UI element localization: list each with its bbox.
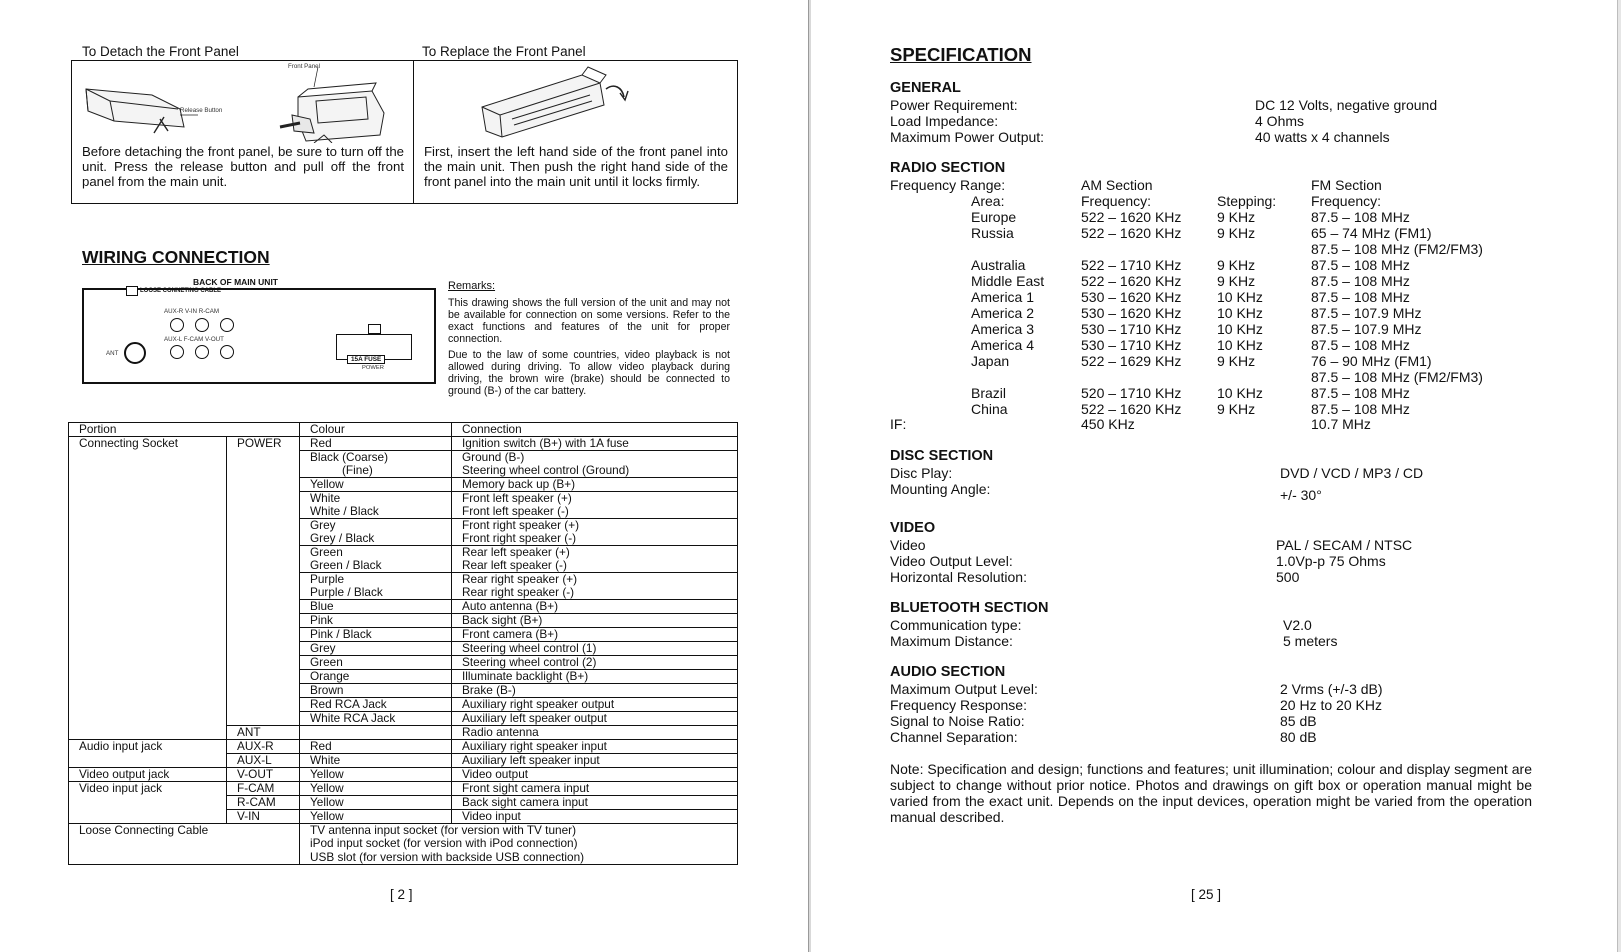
loose-cable-item: TV antenna input socket (for version with TV tuner): [300, 824, 738, 838]
ant-label: ANT: [106, 350, 119, 357]
colour-cell: Brown: [300, 684, 452, 698]
audio-spec-value: 80 dB: [1280, 729, 1317, 745]
radio-stepping-cell: 10 KHz: [1217, 289, 1263, 305]
radio-stepping-cell: 10 KHz: [1217, 385, 1263, 401]
radio-heading: RADIO SECTION: [890, 160, 1006, 176]
header-colour: Colour: [300, 423, 452, 437]
book-spine: [808, 0, 811, 952]
table-header-row: [69, 423, 738, 437]
wiring-table: [68, 422, 738, 865]
radio-am-frequency-cell: 522 – 1710 KHz: [1081, 257, 1182, 273]
connection-cell: Back sight (B+): [452, 614, 738, 628]
radio-am-frequency-cell: 520 – 1710 KHz: [1081, 385, 1182, 401]
table-cell: [227, 478, 300, 492]
radio-area-cell: Australia: [971, 257, 1026, 273]
video-input-row: [69, 782, 738, 796]
table-cell: [69, 810, 227, 824]
table-cell: [227, 670, 300, 684]
radio-am-frequency-cell: 522 – 1629 KHz: [1081, 353, 1182, 369]
front-panel-label: Front Panel: [288, 63, 320, 70]
table-cell: [227, 712, 300, 726]
radio-area-cell: America 3: [971, 321, 1035, 337]
r-cam-jack: [220, 318, 234, 332]
fuse-holder: [368, 324, 381, 334]
audio-row: [69, 754, 738, 768]
table-cell: [227, 559, 300, 573]
connection-cell: Steering wheel control (Ground): [452, 464, 738, 478]
portion-video-input: Video input jack: [69, 782, 227, 796]
portion-connecting-socket: Connecting Socket: [69, 437, 227, 451]
power-row: [69, 573, 738, 587]
connection-cell: Rear left speaker (+): [452, 546, 738, 560]
left-page-number: [ 2 ]: [390, 887, 413, 902]
bluetooth-spec-value: 5 meters: [1283, 633, 1338, 649]
specification-heading: SPECIFICATION: [890, 44, 1032, 65]
header-portion: Portion: [69, 423, 300, 437]
radio-fm-frequency-cell: 87.5 – 108 MHz: [1311, 401, 1410, 417]
radio-area-cell: Russia: [971, 225, 1014, 241]
table-cell: [69, 464, 227, 478]
disc-play-label: Disc Play:: [890, 465, 953, 481]
connection-cell: Front left speaker (+): [452, 492, 738, 506]
radio-fm-frequency-cell: 76 – 90 MHz (FM1): [1311, 353, 1432, 369]
radio-fm-frequency-extra: 87.5 – 108 MHz (FM2/FM3): [1311, 369, 1483, 385]
radio-fm-frequency-cell: 87.5 – 108 MHz: [1311, 289, 1410, 305]
table-cell: [69, 754, 227, 768]
table-cell: [227, 614, 300, 628]
radio-am-frequency-cell: 530 – 1620 KHz: [1081, 305, 1182, 321]
power-row: [69, 698, 738, 712]
table-cell: [227, 656, 300, 670]
radio-stepping-cell: 9 KHz: [1217, 225, 1256, 241]
general-spec-value: DC 12 Volts, negative ground: [1255, 97, 1438, 113]
bluetooth-heading: BLUETOOTH SECTION: [890, 600, 1049, 616]
colour-cell: Red: [300, 740, 452, 754]
detach-panel-title: To Detach the Front Panel: [82, 44, 239, 59]
table-cell: [227, 586, 300, 600]
table-cell: [227, 492, 300, 506]
connection-cell: Auxiliary left speaker output: [452, 712, 738, 726]
if-label: IF:: [890, 416, 907, 432]
table-cell: [69, 796, 227, 810]
colour-cell: Yellow: [300, 810, 452, 824]
connection-cell: Auxiliary left speaker input: [452, 754, 738, 768]
remarks-title: Remarks:: [448, 280, 496, 292]
radio-am-frequency-cell: 530 – 1620 KHz: [1081, 289, 1182, 305]
video-output-row: [69, 768, 738, 782]
colour-cell: Black (Coarse): [300, 451, 452, 465]
sub-portion-cell: V-IN: [227, 810, 300, 824]
bluetooth-spec-label: Communication type:: [890, 617, 1022, 633]
frequency-range-label: Frequency Range:: [890, 177, 1006, 193]
radio-am-frequency-cell: 522 – 1620 KHz: [1081, 225, 1182, 241]
connection-cell: Steering wheel control (2): [452, 656, 738, 670]
radio-stepping-cell: 9 KHz: [1217, 401, 1256, 417]
sub-portion-cell: AUX-R: [227, 740, 300, 754]
power-row: [69, 451, 738, 465]
table-cell: [69, 532, 227, 546]
radio-am-frequency-cell: 522 – 1620 KHz: [1081, 273, 1182, 289]
power-row: [69, 519, 738, 533]
remarks-paragraph-1: This drawing shows the full version of the unit and may not be available for connection on some versions. Refer to the exact functions and features of the unit for proper connection.: [448, 297, 730, 345]
general-heading: GENERAL: [890, 80, 961, 96]
connection-cell: Video output: [452, 768, 738, 782]
back-of-unit-diagram: [82, 288, 436, 384]
radio-area-cell: Middle East: [971, 273, 1045, 289]
power-row: [69, 642, 738, 656]
power-row: [69, 600, 738, 614]
connection-cell: Auxiliary right speaker input: [452, 740, 738, 754]
detach-instructions: Before detaching the front panel, be sure to turn off the unit. Press the release button and pull off the front panel from the main unit.: [82, 144, 404, 190]
radio-fm-frequency-cell: 87.5 – 107.9 MHz: [1311, 305, 1422, 321]
power-row: [69, 478, 738, 492]
table-cell: [69, 451, 227, 465]
audio-spec-value: 85 dB: [1280, 713, 1317, 729]
table-cell: [227, 642, 300, 656]
power-row: [69, 586, 738, 600]
radio-am-frequency-cell: 522 – 1620 KHz: [1081, 209, 1182, 225]
connection-cell: Rear right speaker (+): [452, 573, 738, 587]
disc-heading: DISC SECTION: [890, 448, 994, 464]
bluetooth-spec-value: V2.0: [1283, 617, 1312, 633]
video-spec-value: 1.0Vp-p 75 Ohms: [1276, 553, 1386, 569]
front-panel-instructions-box: [71, 60, 738, 204]
colour-cell: Red RCA Jack: [300, 698, 452, 712]
colour-cell: (Fine): [300, 464, 452, 478]
table-cell: [69, 837, 300, 851]
general-spec-label: Maximum Power Output:: [890, 129, 1045, 145]
colour-cell: [300, 726, 452, 740]
fm-frequency-column-label: Frequency:: [1311, 193, 1382, 209]
colour-cell: Pink / Black: [300, 628, 452, 642]
wiring-connection-heading: WIRING CONNECTION: [82, 247, 270, 267]
specification-note: Note: Specification and design; functions and features; unit illumination; colour and display segment are subject to change without prior notice. Photos and drawings on gift box or operation manual might be varied from the exact unit. Depends on the input devices, operation might be varied from the operation manual described.: [890, 761, 1532, 825]
colour-cell: Grey / Black: [300, 532, 452, 546]
radio-fm-frequency-cell: 87.5 – 108 MHz: [1311, 337, 1410, 353]
connection-cell: Video input: [452, 810, 738, 824]
colour-cell: Purple: [300, 573, 452, 587]
fm-section-label: FM Section: [1311, 177, 1382, 193]
table-cell: [69, 726, 227, 740]
top-jack-labels: AUX-R V-IN R-CAM: [164, 308, 220, 315]
portion-loose-cable: Loose Connecting Cable: [69, 824, 300, 838]
table-cell: [227, 546, 300, 560]
table-cell: [69, 519, 227, 533]
replace-instructions: First, insert the left hand side of the front panel into the main unit. Then push the right hand side of the front panel into the main unit until it locks firmly.: [424, 144, 728, 190]
power-row: [69, 628, 738, 642]
sub-portion-ant: ANT: [227, 726, 300, 740]
general-spec-value: 40 watts x 4 channels: [1255, 129, 1390, 145]
video-spec-value: PAL / SECAM / NTSC: [1276, 537, 1413, 553]
radio-area-cell: China: [971, 401, 1008, 417]
mounting-angle-value: +/- 30°: [1280, 487, 1322, 503]
connection-cell: Rear left speaker (-): [452, 559, 738, 573]
colour-cell: Yellow: [300, 478, 452, 492]
table-cell: [69, 684, 227, 698]
colour-cell: Green / Black: [300, 559, 452, 573]
f-cam-jack: [195, 345, 209, 359]
table-cell: [69, 586, 227, 600]
audio-spec-label: Frequency Response:: [890, 697, 1027, 713]
radio-am-frequency-cell: 530 – 1710 KHz: [1081, 321, 1182, 337]
video-spec-label: Video: [890, 537, 926, 553]
release-button-label: Release Button: [180, 107, 223, 114]
table-cell: [69, 642, 227, 656]
radio-stepping-cell: 10 KHz: [1217, 321, 1263, 337]
radio-area-cell: Europe: [971, 209, 1017, 225]
portion-audio-input: Audio input jack: [69, 740, 227, 754]
connection-cell: Ground (B-): [452, 451, 738, 465]
remarks-paragraph-2: Due to the law of some countries, video playback is not allowed during driving. To allow video playback during driving, the brown wire (brake) should be connected to ground (B-) of the car battery.: [448, 349, 730, 397]
loose-cable-row: [69, 824, 738, 838]
connection-cell: Front left speaker (-): [452, 505, 738, 519]
table-cell: [69, 656, 227, 670]
loose-cable-row: [69, 837, 738, 851]
mounting-angle-label: Mounting Angle:: [890, 481, 991, 497]
connection-cell: Ignition switch (B+) with 1A fuse: [452, 437, 738, 451]
video-input-row: [69, 810, 738, 824]
radio-stepping-cell: 10 KHz: [1217, 305, 1263, 321]
table-cell: [69, 573, 227, 587]
table-cell: [227, 684, 300, 698]
page-edge: [1617, 0, 1621, 952]
bottom-jack-labels: AUX-L F-CAM V-OUT: [164, 336, 224, 343]
bluetooth-spec-label: Maximum Distance:: [890, 633, 1013, 649]
left-page: [0, 0, 810, 952]
audio-row: [69, 740, 738, 754]
table-cell: [227, 532, 300, 546]
sub-portion-cell: F-CAM: [227, 782, 300, 796]
radio-fm-frequency-cell: 87.5 – 107.9 MHz: [1311, 321, 1422, 337]
loose-cable-label: LOOSE CONNETING CABLE: [140, 288, 222, 294]
audio-heading: AUDIO SECTION: [890, 664, 1006, 680]
radio-fm-frequency-extra: 87.5 – 108 MHz (FM2/FM3): [1311, 241, 1483, 257]
sub-portion-power: POWER: [227, 437, 300, 451]
radio-stepping-cell: 9 KHz: [1217, 209, 1256, 225]
table-cell: [69, 492, 227, 506]
power-row: [69, 559, 738, 573]
colour-cell: Grey: [300, 642, 452, 656]
detach-illustration: [80, 61, 410, 143]
audio-spec-label: Channel Separation:: [890, 729, 1018, 745]
loose-cable-item: iPod input socket (for version with iPod connection): [300, 837, 738, 851]
radio-fm-frequency-cell: 87.5 – 108 MHz: [1311, 273, 1410, 289]
colour-cell: Red: [300, 437, 452, 451]
sub-portion-cell: V-OUT: [227, 768, 300, 782]
table-cell: [227, 698, 300, 712]
portion-video-output: Video output jack: [69, 768, 227, 782]
radio-fm-frequency-cell: 87.5 – 108 MHz: [1311, 257, 1410, 273]
replace-illustration: [472, 61, 672, 143]
table-cell: [227, 464, 300, 478]
radio-fm-frequency-cell: 65 – 74 MHz (FM1): [1311, 225, 1432, 241]
table-cell: [69, 559, 227, 573]
power-row: [69, 505, 738, 519]
video-heading: VIDEO: [890, 520, 936, 536]
colour-cell: White: [300, 754, 452, 768]
wiring-table-body: [69, 437, 738, 865]
loose-cable-connector: [126, 286, 138, 296]
connection-cell: Auto antenna (B+): [452, 600, 738, 614]
radio-stepping-cell: 9 KHz: [1217, 273, 1256, 289]
audio-spec-label: Maximum Output Level:: [890, 681, 1038, 697]
video-spec-label: Horizontal Resolution:: [890, 569, 1027, 585]
connection-cell: Brake (B-): [452, 684, 738, 698]
table-cell: [69, 712, 227, 726]
disc-play-value: DVD / VCD / MP3 / CD: [1280, 465, 1424, 481]
table-cell: [227, 519, 300, 533]
radio-stepping-cell: 9 KHz: [1217, 257, 1256, 273]
table-cell: [69, 614, 227, 628]
table-cell: [69, 478, 227, 492]
power-row: [69, 437, 738, 451]
loose-cable-item: USB slot (for version with backside USB connection): [300, 851, 738, 865]
radio-area-cell: Japan: [971, 353, 1010, 369]
radio-fm-frequency-cell: 87.5 – 108 MHz: [1311, 385, 1410, 401]
loose-cable-row: [69, 851, 738, 865]
colour-cell: Yellow: [300, 796, 452, 810]
connection-cell: Illuminate backlight (B+): [452, 670, 738, 684]
stepping-column-label: Stepping:: [1217, 193, 1277, 209]
radio-am-frequency-cell: 530 – 1710 KHz: [1081, 337, 1182, 353]
colour-cell: White: [300, 492, 452, 506]
power-row: [69, 712, 738, 726]
table-cell: [227, 628, 300, 642]
table-cell: [227, 451, 300, 465]
colour-cell: White RCA Jack: [300, 712, 452, 726]
header-connection: Connection: [452, 423, 738, 437]
power-row: [69, 656, 738, 670]
colour-cell: White / Black: [300, 505, 452, 519]
am-section-label: AM Section: [1081, 177, 1153, 193]
video-spec-label: Video Output Level:: [890, 553, 1013, 569]
table-cell: [227, 600, 300, 614]
power-row: [69, 614, 738, 628]
colour-cell: Orange: [300, 670, 452, 684]
connection-cell: Front sight camera input: [452, 782, 738, 796]
general-spec-value: 4 Ohms: [1255, 113, 1305, 129]
table-cell: [69, 505, 227, 519]
table-cell: [227, 573, 300, 587]
panel-divider: [413, 61, 414, 203]
power-row: [69, 492, 738, 506]
radio-area-cell: America 2: [971, 305, 1035, 321]
connection-cell: Front right speaker (+): [452, 519, 738, 533]
sub-portion-cell: R-CAM: [227, 796, 300, 810]
table-cell: [69, 851, 300, 865]
connection-cell: Front camera (B+): [452, 628, 738, 642]
aux-l-jack: [170, 345, 184, 359]
video-spec-value: 500: [1276, 569, 1300, 585]
power-row: [69, 684, 738, 698]
radio-stepping-cell: 9 KHz: [1217, 353, 1256, 369]
general-spec-label: Load Impedance:: [890, 113, 999, 129]
colour-cell: Green: [300, 546, 452, 560]
radio-area-cell: America 4: [971, 337, 1035, 353]
radio-stepping-cell: 10 KHz: [1217, 337, 1263, 353]
connection-cell: Front right speaker (-): [452, 532, 738, 546]
colour-cell: Grey: [300, 519, 452, 533]
connection-cell: Back sight camera input: [452, 796, 738, 810]
radio-am-frequency-cell: 522 – 1620 KHz: [1081, 401, 1182, 417]
right-page-number: [ 25 ]: [1191, 887, 1222, 902]
fuse-label: 15A FUSE: [347, 355, 385, 364]
radio-area-cell: America 1: [971, 289, 1035, 305]
v-in-jack: [195, 318, 209, 332]
power-label: POWER: [362, 365, 384, 371]
table-cell: [69, 670, 227, 684]
connection-cell: Auxiliary right speaker output: [452, 698, 738, 712]
power-row: [69, 532, 738, 546]
ant-row: [69, 726, 738, 740]
audio-spec-value: 20 Hz to 20 KHz: [1280, 697, 1382, 713]
connection-cell: Rear right speaker (-): [452, 586, 738, 600]
connection-cell: Steering wheel control (1): [452, 642, 738, 656]
am-frequency-column-label: Frequency:: [1081, 193, 1152, 209]
aux-r-jack: [170, 318, 184, 332]
colour-cell: Blue: [300, 600, 452, 614]
table-cell: [227, 505, 300, 519]
audio-spec-value: 2 Vrms (+/-3 dB): [1280, 681, 1383, 697]
colour-cell: Purple / Black: [300, 586, 452, 600]
colour-cell: Pink: [300, 614, 452, 628]
area-column-label: Area:: [971, 193, 1005, 209]
table-cell: [69, 600, 227, 614]
table-cell: [69, 628, 227, 642]
power-row: [69, 546, 738, 560]
colour-cell: Green: [300, 656, 452, 670]
colour-cell: Yellow: [300, 768, 452, 782]
table-cell: [69, 546, 227, 560]
connection-cell: Memory back up (B+): [452, 478, 738, 492]
v-out-jack: [220, 345, 234, 359]
table-cell: [69, 698, 227, 712]
audio-spec-label: Signal to Noise Ratio:: [890, 713, 1025, 729]
power-row: [69, 670, 738, 684]
radio-area-cell: Brazil: [971, 385, 1007, 401]
sub-portion-cell: AUX-L: [227, 754, 300, 768]
replace-panel-title: To Replace the Front Panel: [422, 44, 586, 59]
connection-cell: Radio antenna: [452, 726, 738, 740]
general-spec-label: Power Requirement:: [890, 97, 1018, 113]
if-am-value: 450 KHz: [1081, 416, 1135, 432]
back-of-unit-label: BACK OF MAIN UNIT: [193, 277, 278, 287]
video-input-row: [69, 796, 738, 810]
power-row: [69, 464, 738, 478]
if-fm-value: 10.7 MHz: [1311, 416, 1371, 432]
antenna-jack: [124, 342, 146, 364]
colour-cell: Yellow: [300, 782, 452, 796]
radio-fm-frequency-cell: 87.5 – 108 MHz: [1311, 209, 1410, 225]
